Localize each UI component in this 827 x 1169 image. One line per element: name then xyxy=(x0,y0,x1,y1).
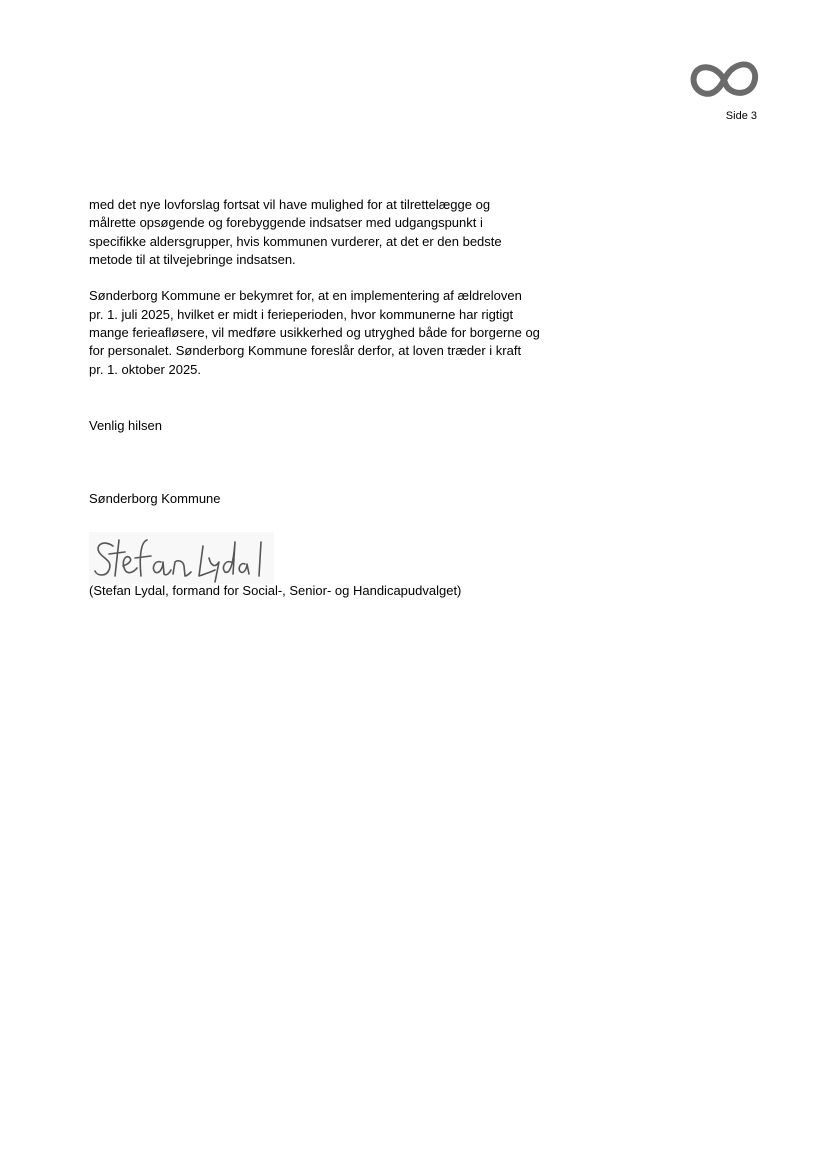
page-number: Side 3 xyxy=(725,110,757,122)
infinity-logo-icon xyxy=(688,58,760,102)
text-line: Sønderborg Kommune er bekymret for, at en implementering af ældreloven xyxy=(89,288,522,304)
text-line: mange ferieafløsere, vil medføre usikkerhed og utryghed både for borgerne og xyxy=(89,325,540,341)
letter-body xyxy=(89,196,589,379)
handwritten-signature xyxy=(89,532,274,584)
text-line: pr. 1. oktober 2025. xyxy=(89,361,202,377)
text-line: målrette opsøgende og forebyggende indsatser med udgangspunkt i xyxy=(89,215,483,231)
text-line: metode til at tilvejebringe indsatsen. xyxy=(89,251,296,267)
signer-caption: (Stefan Lydal, formand for Social-, Senior- og Handicapudvalget) xyxy=(89,583,462,598)
text-line: pr. 1. juli 2025, hvilket er midt i ferieperioden, hvor kommunerne har rigtigt xyxy=(89,306,514,322)
paragraph xyxy=(89,196,589,269)
text-line: specifikke aldersgrupper, hvis kommunen vurderer, at det er den bedste xyxy=(89,233,502,249)
text-line: med det nye lovforslag fortsat vil have mulighed for at tilrettelægge og xyxy=(89,197,491,212)
text-line: for personalet. Sønderborg Kommune foreslår derfor, at loven træder i kraft xyxy=(89,343,522,359)
sender-organization: Sønderborg Kommune xyxy=(89,491,221,506)
paragraph xyxy=(89,287,589,378)
closing-greeting: Venlig hilsen xyxy=(89,418,162,433)
